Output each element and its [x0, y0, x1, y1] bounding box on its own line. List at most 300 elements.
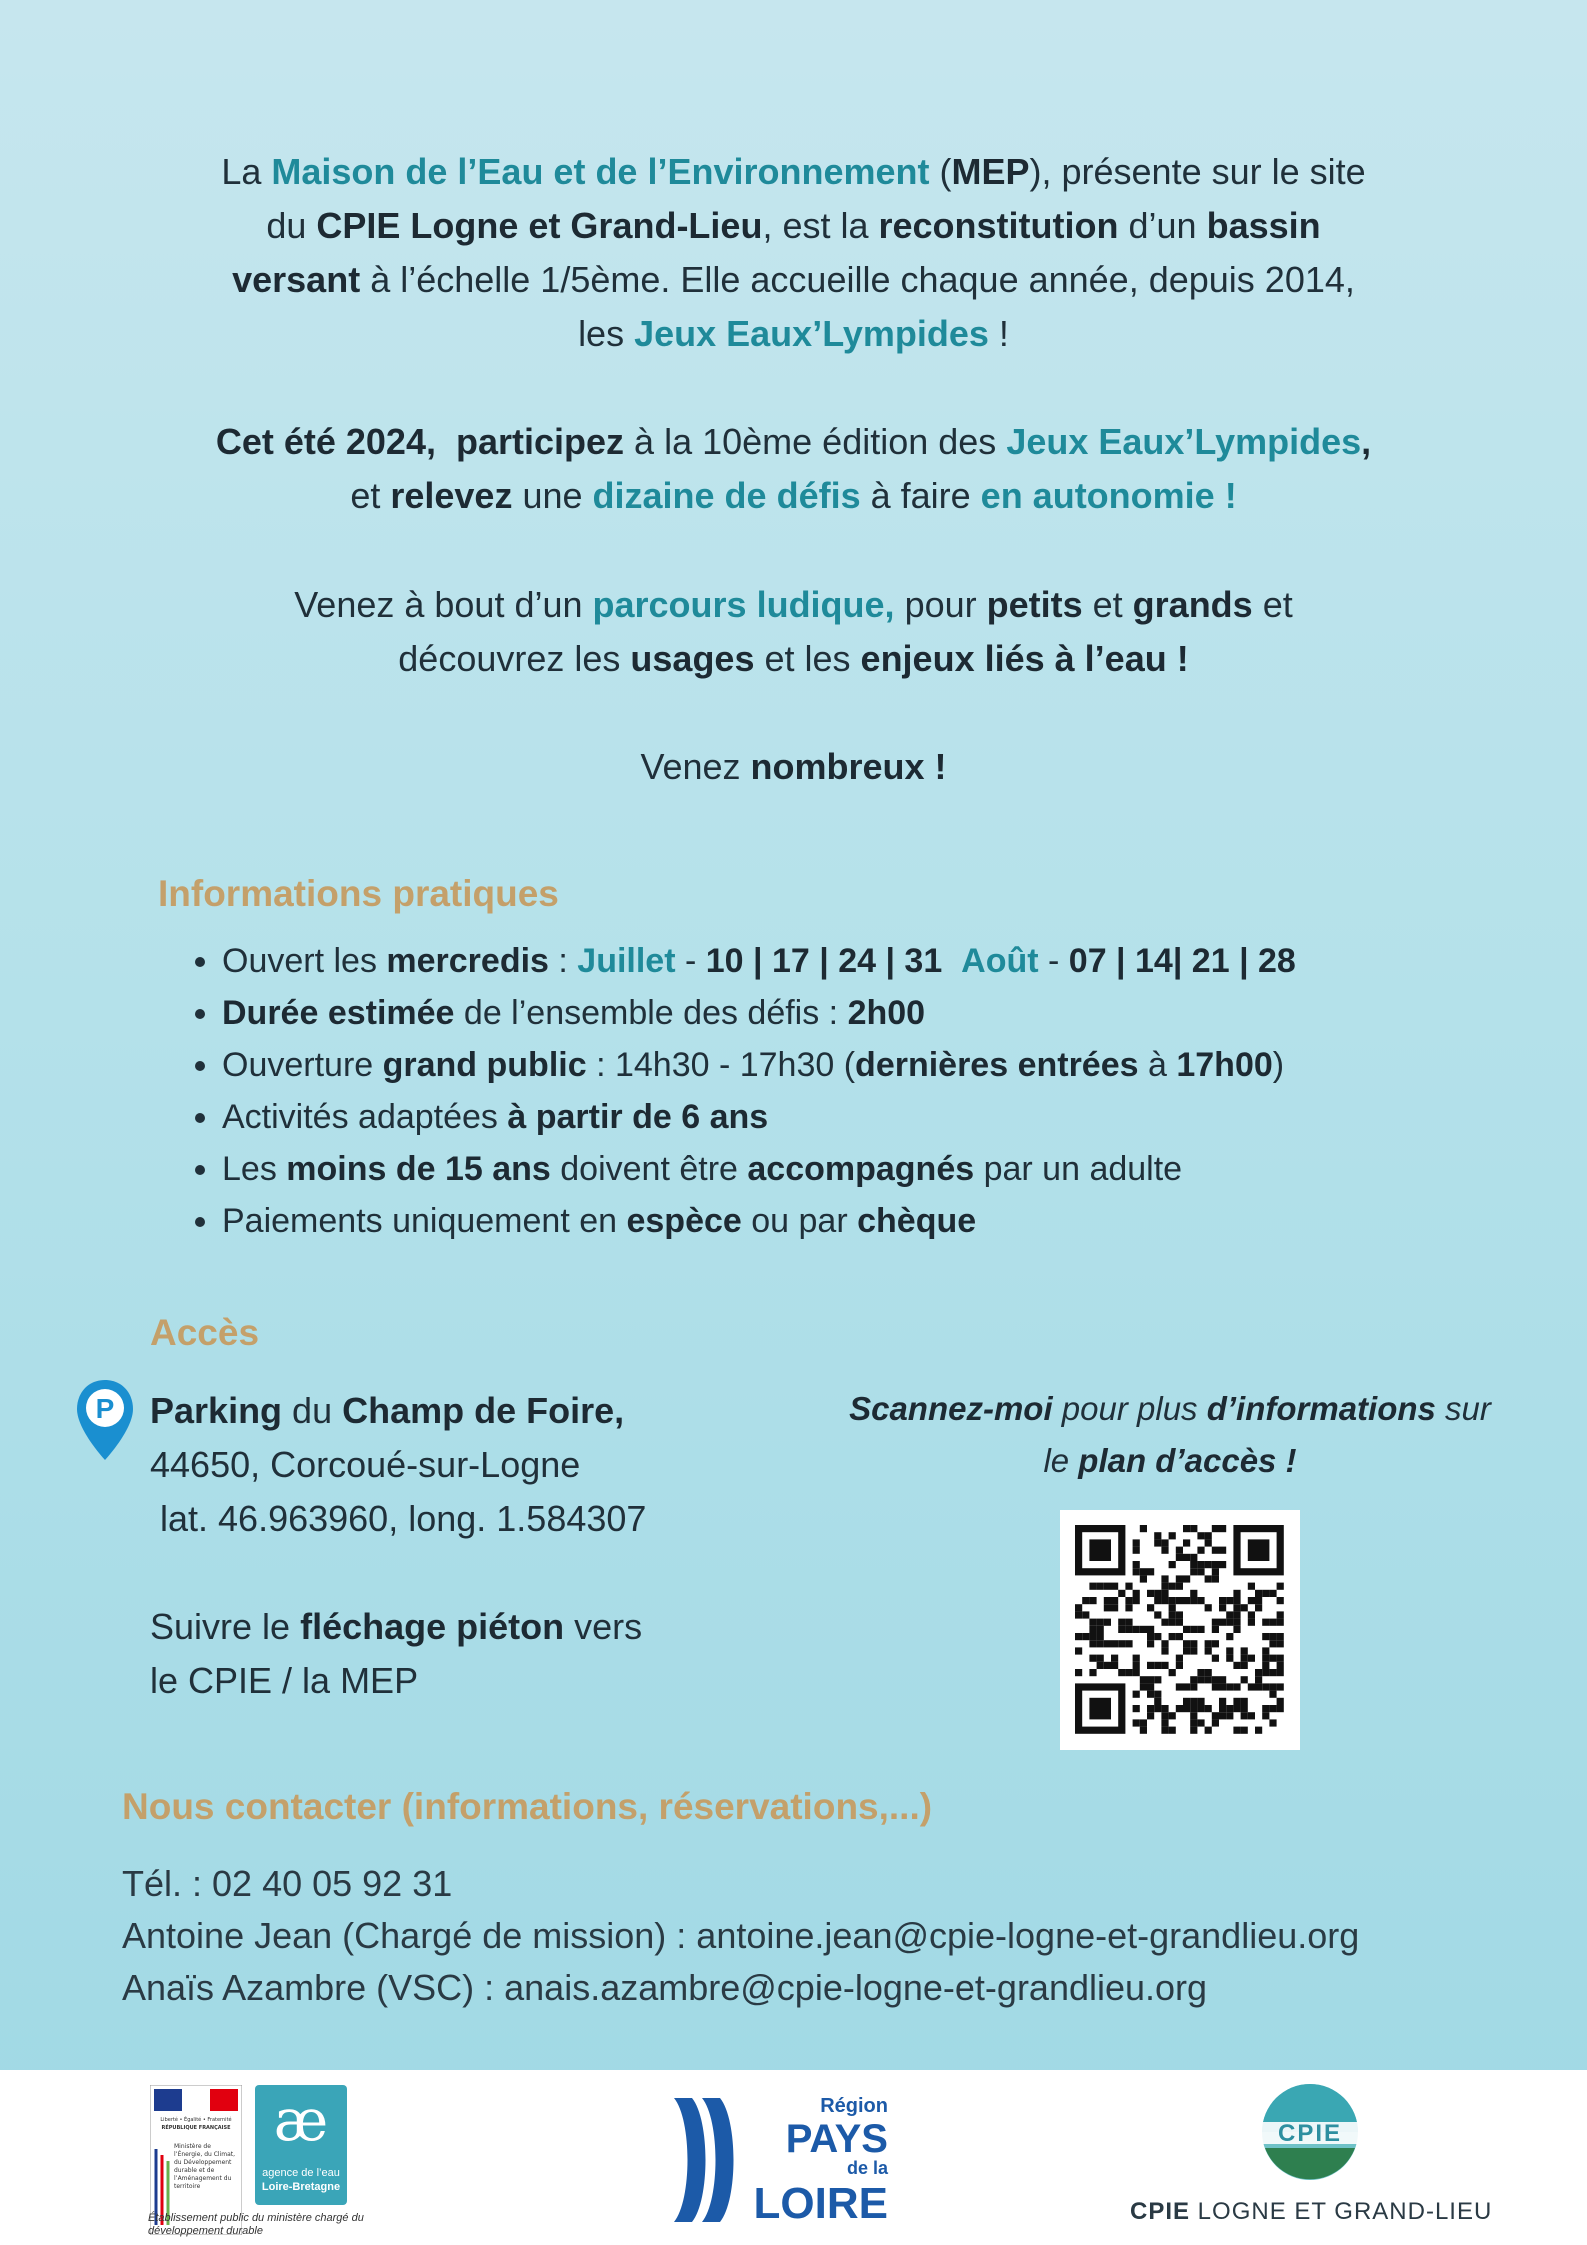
qr-module: [1262, 1712, 1269, 1719]
text: en autonomie !: [980, 475, 1237, 516]
qr-module: [1183, 1575, 1190, 1582]
qr-module: [1125, 1597, 1132, 1604]
text: enjeux liés à l’eau !: [860, 638, 1189, 679]
qr-module: [1183, 1554, 1190, 1561]
qr-module: [1205, 1647, 1212, 1654]
list-item: [222, 1091, 1296, 1143]
list-item: [222, 1039, 1296, 1091]
qr-module: [1190, 1590, 1197, 1597]
qr-module: [1241, 1662, 1248, 1669]
text: Liberté • Égalité • Fraternité: [160, 2117, 232, 2123]
qr-module: [1147, 1683, 1154, 1690]
qr-module: [1161, 1719, 1168, 1726]
qr-module: [1161, 1619, 1168, 1626]
qr-module: [1190, 1525, 1197, 1532]
text: Ouvert les: [222, 942, 387, 980]
qr-module: [1248, 1619, 1255, 1626]
qr-module: [1169, 1611, 1176, 1618]
qr-module: [1154, 1698, 1161, 1705]
text: : 14h30 - 17h30 (: [586, 1046, 856, 1084]
text: 07 | 14| 21 | 28: [1068, 942, 1296, 980]
qr-module: [1089, 1626, 1096, 1633]
text: !: [988, 313, 1009, 354]
text: grands: [1132, 584, 1253, 625]
qr-module: [1219, 1604, 1226, 1611]
text: à la 10ème édition des: [624, 421, 1007, 462]
qr-module: [1169, 1727, 1176, 1734]
qr-module: [1104, 1640, 1111, 1647]
qr-module: [1277, 1669, 1284, 1676]
text: et les: [754, 638, 861, 679]
qr-module: [1082, 1597, 1089, 1604]
text: mercredis: [386, 942, 549, 980]
qr-module: [1161, 1705, 1168, 1712]
qr-module: [1212, 1525, 1219, 1532]
text: Cet été 2024,: [215, 421, 436, 462]
qr-module: [1212, 1719, 1219, 1726]
text: vers: [564, 1606, 643, 1647]
qr-module: [1169, 1619, 1176, 1626]
cpie-logo: [1255, 2082, 1365, 2182]
qr-module: [1125, 1669, 1132, 1676]
qr-module: [1161, 1597, 1168, 1604]
qr-module: [1161, 1727, 1168, 1734]
qr-module: [1269, 1719, 1276, 1726]
text: Suivre le: [150, 1606, 301, 1647]
text: -: [1038, 942, 1069, 980]
ae-mark: æ: [273, 2086, 329, 2154]
qr-module: [1133, 1662, 1140, 1669]
qr-module: [1248, 1712, 1255, 1719]
qr-module: [1133, 1669, 1140, 1676]
qr-module: [1197, 1705, 1204, 1712]
qr-module: [1161, 1539, 1168, 1546]
text: usages: [630, 638, 755, 679]
qr-module: [1262, 1647, 1269, 1654]
text: PAYS: [785, 2117, 888, 2161]
qr-module: [1197, 1669, 1204, 1676]
qr-module: [1176, 1619, 1183, 1626]
text: espèce: [626, 1202, 742, 1240]
qr-module: [1226, 1655, 1233, 1662]
qr-module: [1212, 1547, 1219, 1554]
text: :: [548, 942, 578, 980]
region-pays-de-la-loire-logo: [668, 2090, 898, 2230]
qr-module: [1233, 1683, 1240, 1690]
qr-module: [1147, 1640, 1154, 1647]
text: Activités adaptées: [222, 1098, 508, 1136]
text: parcours ludique,: [592, 584, 895, 625]
text: ,: [1361, 421, 1372, 462]
qr-module: [1219, 1597, 1226, 1604]
qr-module: [1125, 1619, 1132, 1626]
qr-module: [1147, 1676, 1154, 1683]
text: et: [1082, 584, 1133, 625]
qr-module: [1190, 1698, 1197, 1705]
qr-module: [1154, 1633, 1161, 1640]
qr-module: [1197, 1561, 1204, 1568]
qr-module: [1118, 1640, 1125, 1647]
text: de l’ensemble des défis :: [454, 994, 848, 1032]
qr-module: [1212, 1626, 1219, 1633]
qr-module: [1277, 1698, 1284, 1705]
qr-module: [1190, 1568, 1197, 1575]
qr-module: [1233, 1597, 1240, 1604]
qr-module: [1219, 1705, 1226, 1712]
qr-module: [1197, 1698, 1204, 1705]
qr-module: [1226, 1619, 1233, 1626]
qr-module: [1104, 1583, 1111, 1590]
text: grand public: [382, 1046, 587, 1084]
qr-module: [1248, 1683, 1255, 1690]
qr-module: [1133, 1547, 1140, 1554]
text: LOIRE: [753, 2179, 888, 2228]
contact-lines: [122, 1858, 1359, 2014]
qr-module: [1219, 1712, 1226, 1719]
qr-module: [1176, 1575, 1183, 1582]
qr-module: [1190, 1712, 1197, 1719]
qr-module: [1140, 1525, 1147, 1532]
qr-module: [1262, 1590, 1269, 1597]
qr-module: [1154, 1539, 1161, 1546]
qr-module: [1262, 1705, 1269, 1712]
qr-module: [1255, 1669, 1262, 1676]
text: ), présente sur le site: [1029, 151, 1366, 192]
qr-module: [1205, 1669, 1212, 1676]
intro-paragraph: [100, 145, 1487, 361]
qr-module: [1118, 1619, 1125, 1626]
qr-module: [1097, 1626, 1104, 1633]
text: une: [512, 475, 593, 516]
access-title: Accès: [150, 1312, 260, 1353]
qr-module: [1089, 1597, 1096, 1604]
qr-module: [1255, 1597, 1262, 1604]
qr-module: [1104, 1604, 1111, 1611]
qr-module: [1248, 1611, 1255, 1618]
text: Juillet: [577, 942, 676, 980]
qr-module: [1097, 1655, 1104, 1662]
qr-module: [1190, 1683, 1197, 1690]
qr-module: [1140, 1568, 1147, 1575]
qr-module: [1140, 1719, 1147, 1726]
qr-module: [1133, 1561, 1140, 1568]
edition-paragraph: [100, 415, 1487, 523]
qr-module: [1269, 1655, 1276, 1662]
text: ou par: [741, 1202, 858, 1240]
qr-module: [1190, 1561, 1197, 1568]
qr-module: [1190, 1640, 1197, 1647]
qr-module: [1233, 1619, 1240, 1626]
qr-module: [1089, 1633, 1096, 1640]
qr-module: [1269, 1640, 1276, 1647]
text: Venez: [640, 746, 751, 787]
direction-line: le CPIE / la MEP: [150, 1660, 419, 1701]
qr-module: [1147, 1691, 1154, 1698]
qr-module: [1133, 1691, 1140, 1698]
text: à partir de 6 ans: [507, 1098, 769, 1136]
cpie-name: [1130, 2198, 1492, 2226]
text: Champ de Foire,: [342, 1390, 625, 1431]
qr-module: [1147, 1705, 1154, 1712]
qr-module: [1161, 1647, 1168, 1654]
text: (: [929, 151, 952, 192]
address-line: 44650, Corcoué-sur-Logne: [150, 1444, 581, 1485]
qr-module: [1097, 1640, 1104, 1647]
qr-module: [1212, 1640, 1219, 1647]
qr-module: [1133, 1626, 1140, 1633]
qr-module: [1161, 1640, 1168, 1647]
qr-module: [1241, 1727, 1248, 1734]
text: dizaine de défis: [592, 475, 861, 516]
phone-line: Tél. : 02 40 05 92 31: [122, 1863, 453, 1904]
qr-module: [1118, 1590, 1125, 1597]
qr-module: [1277, 1597, 1284, 1604]
text: 17h00: [1176, 1046, 1273, 1084]
text: découvrez les: [398, 638, 631, 679]
qr-module: [1118, 1626, 1125, 1633]
qr-module: [1118, 1669, 1125, 1676]
text: à faire: [860, 475, 981, 516]
qr-module: [1219, 1676, 1226, 1683]
qr-module: [1082, 1633, 1089, 1640]
qr-module: [1269, 1705, 1276, 1712]
qr-module: [1219, 1547, 1226, 1554]
qr-module: [1190, 1554, 1197, 1561]
text: LOGNE ET GRAND-LIEU: [1190, 2198, 1493, 2225]
text: doivent être: [550, 1150, 748, 1188]
text: petits: [986, 584, 1083, 625]
qr-module: [1212, 1655, 1219, 1662]
qr-module: [1226, 1712, 1233, 1719]
qr-module: [1154, 1662, 1161, 1669]
text: versant: [232, 259, 361, 300]
qr-module: [1219, 1525, 1226, 1532]
text: et: [1252, 584, 1293, 625]
qr-module: [1190, 1647, 1197, 1654]
qr-module: [1277, 1705, 1284, 1712]
text: par un adulte: [974, 1150, 1183, 1188]
text: Ministère de l’Énergie, du Climat, du Développement durable et de l’Aménagement du territoire: [174, 2143, 236, 2190]
parcours-paragraph: [100, 578, 1487, 686]
qr-module: [1147, 1662, 1154, 1669]
text: d’informations: [1206, 1390, 1436, 1427]
text: du: [282, 1390, 343, 1431]
qr-module: [1133, 1597, 1140, 1604]
qr-module: [1197, 1626, 1204, 1633]
qr-module: [1233, 1611, 1240, 1618]
qr-module: [1183, 1698, 1190, 1705]
qr-module: [1255, 1590, 1262, 1597]
qr-module: [1140, 1676, 1147, 1683]
qr-module: [1111, 1604, 1118, 1611]
qr-module: [1205, 1640, 1212, 1647]
qr-module: [1197, 1532, 1204, 1539]
qr-module: [1277, 1662, 1284, 1669]
qr-module: [1169, 1712, 1176, 1719]
qr-module: [1147, 1568, 1154, 1575]
qr-module: [1190, 1727, 1197, 1734]
text: le: [1043, 1442, 1079, 1479]
qr-module: [1133, 1719, 1140, 1726]
qr-module: [1089, 1640, 1096, 1647]
qr-module: [1269, 1683, 1276, 1690]
qr-module: [1161, 1575, 1168, 1582]
text: fléchage piéton: [300, 1606, 565, 1647]
text: CPIE: [1130, 2198, 1191, 2225]
qr-module: [1089, 1669, 1096, 1676]
qr-module: [1269, 1590, 1276, 1597]
qr-module: [1089, 1583, 1096, 1590]
text: La: [221, 151, 272, 192]
qr-module: [1197, 1597, 1204, 1604]
qr-module: [1248, 1597, 1255, 1604]
qr-module: [1176, 1583, 1183, 1590]
text: chèque: [857, 1202, 977, 1240]
qr-module: [1183, 1683, 1190, 1690]
text: CPIE Logne et Grand-Lieu: [316, 205, 763, 246]
agence-de-l-eau-logo: [255, 2085, 347, 2205]
list-item: [222, 987, 1296, 1039]
qr-module: [1205, 1604, 1212, 1611]
qr-module: [1161, 1590, 1168, 1597]
text: du: [266, 205, 317, 246]
qr-module: [1262, 1669, 1269, 1676]
qr-module: [1111, 1640, 1118, 1647]
qr-module: [1233, 1705, 1240, 1712]
qr-module: [1183, 1539, 1190, 1546]
pin-letter: P: [95, 1393, 115, 1424]
coordinates-line: lat. 46.963960, long. 1.584307: [150, 1498, 647, 1539]
text: Durée estimée: [222, 994, 455, 1032]
text: CPIE: [1277, 2120, 1343, 2147]
qr-module: [1176, 1683, 1183, 1690]
qr-module: [1125, 1583, 1132, 1590]
qr-module: [1255, 1676, 1262, 1683]
qr-module: [1176, 1611, 1183, 1618]
qr-module: [1169, 1633, 1176, 1640]
text: 2h00: [847, 994, 926, 1032]
access-address: [150, 1384, 646, 1708]
qr-module: [1111, 1597, 1118, 1604]
qr-module: [1075, 1604, 1082, 1611]
qr-module: [1154, 1611, 1161, 1618]
text: -: [675, 942, 706, 980]
text: de la: [846, 2158, 888, 2178]
qr-module: [1212, 1568, 1219, 1575]
text: moins de 15 ans: [286, 1150, 551, 1188]
qr-module: [1233, 1590, 1240, 1597]
qr-module: [1161, 1583, 1168, 1590]
qr-module: [1233, 1626, 1240, 1633]
qr-module: [1233, 1604, 1240, 1611]
info-title: Informations pratiques: [158, 873, 559, 914]
text: Jeux Eaux’Lympides: [1006, 421, 1362, 462]
contact-title: Nous contacter (informations, réservations,...): [122, 1786, 933, 1827]
contact-line: Antoine Jean (Chargé de mission) : antoine.jean@cpie-logne-et-grandlieu.org: [122, 1915, 1360, 1956]
qr-module: [1212, 1712, 1219, 1719]
qr-module: [1133, 1590, 1140, 1597]
qr-module: [1075, 1633, 1082, 1640]
text: dernières entrées: [855, 1046, 1139, 1084]
list-item: [222, 1143, 1296, 1195]
qr-module: [1197, 1547, 1204, 1554]
qr-module: [1176, 1547, 1183, 1554]
qr-module: [1269, 1691, 1276, 1698]
qr-module: [1140, 1575, 1147, 1582]
qr-module: [1241, 1712, 1248, 1719]
qr-module: [1277, 1611, 1284, 1618]
qr-module: [1226, 1611, 1233, 1618]
qr-module: [1219, 1698, 1226, 1705]
qr-module: [1226, 1647, 1233, 1654]
qr-module: [1262, 1633, 1269, 1640]
qr-finder: [1248, 1539, 1270, 1561]
qr-module: [1089, 1619, 1096, 1626]
qr-module: [1183, 1640, 1190, 1647]
qr-module: [1075, 1611, 1082, 1618]
qr-code-graphic: [1060, 1510, 1300, 1750]
qr-module: [1161, 1712, 1168, 1719]
text: nombreux !: [750, 746, 947, 787]
qr-module: [1183, 1525, 1190, 1532]
qr-module: [1133, 1655, 1140, 1662]
qr-module: [1140, 1626, 1147, 1633]
qr-module: [1111, 1583, 1118, 1590]
qr-module: [1097, 1619, 1104, 1626]
text: Les: [222, 1150, 287, 1188]
qr-module: [1176, 1705, 1183, 1712]
qr-module: [1154, 1705, 1161, 1712]
map-pin-icon: [74, 1378, 136, 1462]
qr-module: [1125, 1604, 1132, 1611]
qr-module: [1197, 1719, 1204, 1726]
text: accompagnés: [747, 1150, 975, 1188]
text: Venez à bout d’un: [294, 584, 593, 625]
contact-line: Anaïs Azambre (VSC) : anais.azambre@cpie-logne-et-grandlieu.org: [122, 1967, 1208, 2008]
qr-module: [1154, 1597, 1161, 1604]
qr-module: [1147, 1712, 1154, 1719]
qr-module: [1183, 1597, 1190, 1604]
qr-module: [1205, 1676, 1212, 1683]
qr-module: [1140, 1683, 1147, 1690]
qr-module: [1277, 1633, 1284, 1640]
qr-module: [1176, 1633, 1183, 1640]
text: Maison de l’Eau et de l’Environnement: [271, 151, 930, 192]
text: relevez: [390, 475, 513, 516]
qr-code[interactable]: [1060, 1510, 1300, 1750]
etablissement-caption: Établissement public du ministère chargé du développement durable: [148, 2212, 364, 2237]
qr-module: [1212, 1561, 1219, 1568]
text: d’un: [1118, 205, 1207, 246]
text: pour plus: [1052, 1390, 1207, 1427]
qr-module: [1125, 1626, 1132, 1633]
qr-module: [1190, 1597, 1197, 1604]
qr-module: [1205, 1561, 1212, 1568]
text: [436, 421, 456, 462]
qr-module: [1241, 1705, 1248, 1712]
qr-module: [1233, 1662, 1240, 1669]
qr-module: [1097, 1662, 1104, 1669]
qr-module: [1082, 1611, 1089, 1618]
qr-module: [1277, 1619, 1284, 1626]
qr-module: [1277, 1655, 1284, 1662]
text: Loire-Bretagne: [261, 2181, 341, 2193]
qr-module: [1269, 1633, 1276, 1640]
list-item: [222, 935, 1296, 987]
text: les: [578, 313, 635, 354]
qr-module: [1262, 1619, 1269, 1626]
text: Ouverture: [222, 1046, 383, 1084]
